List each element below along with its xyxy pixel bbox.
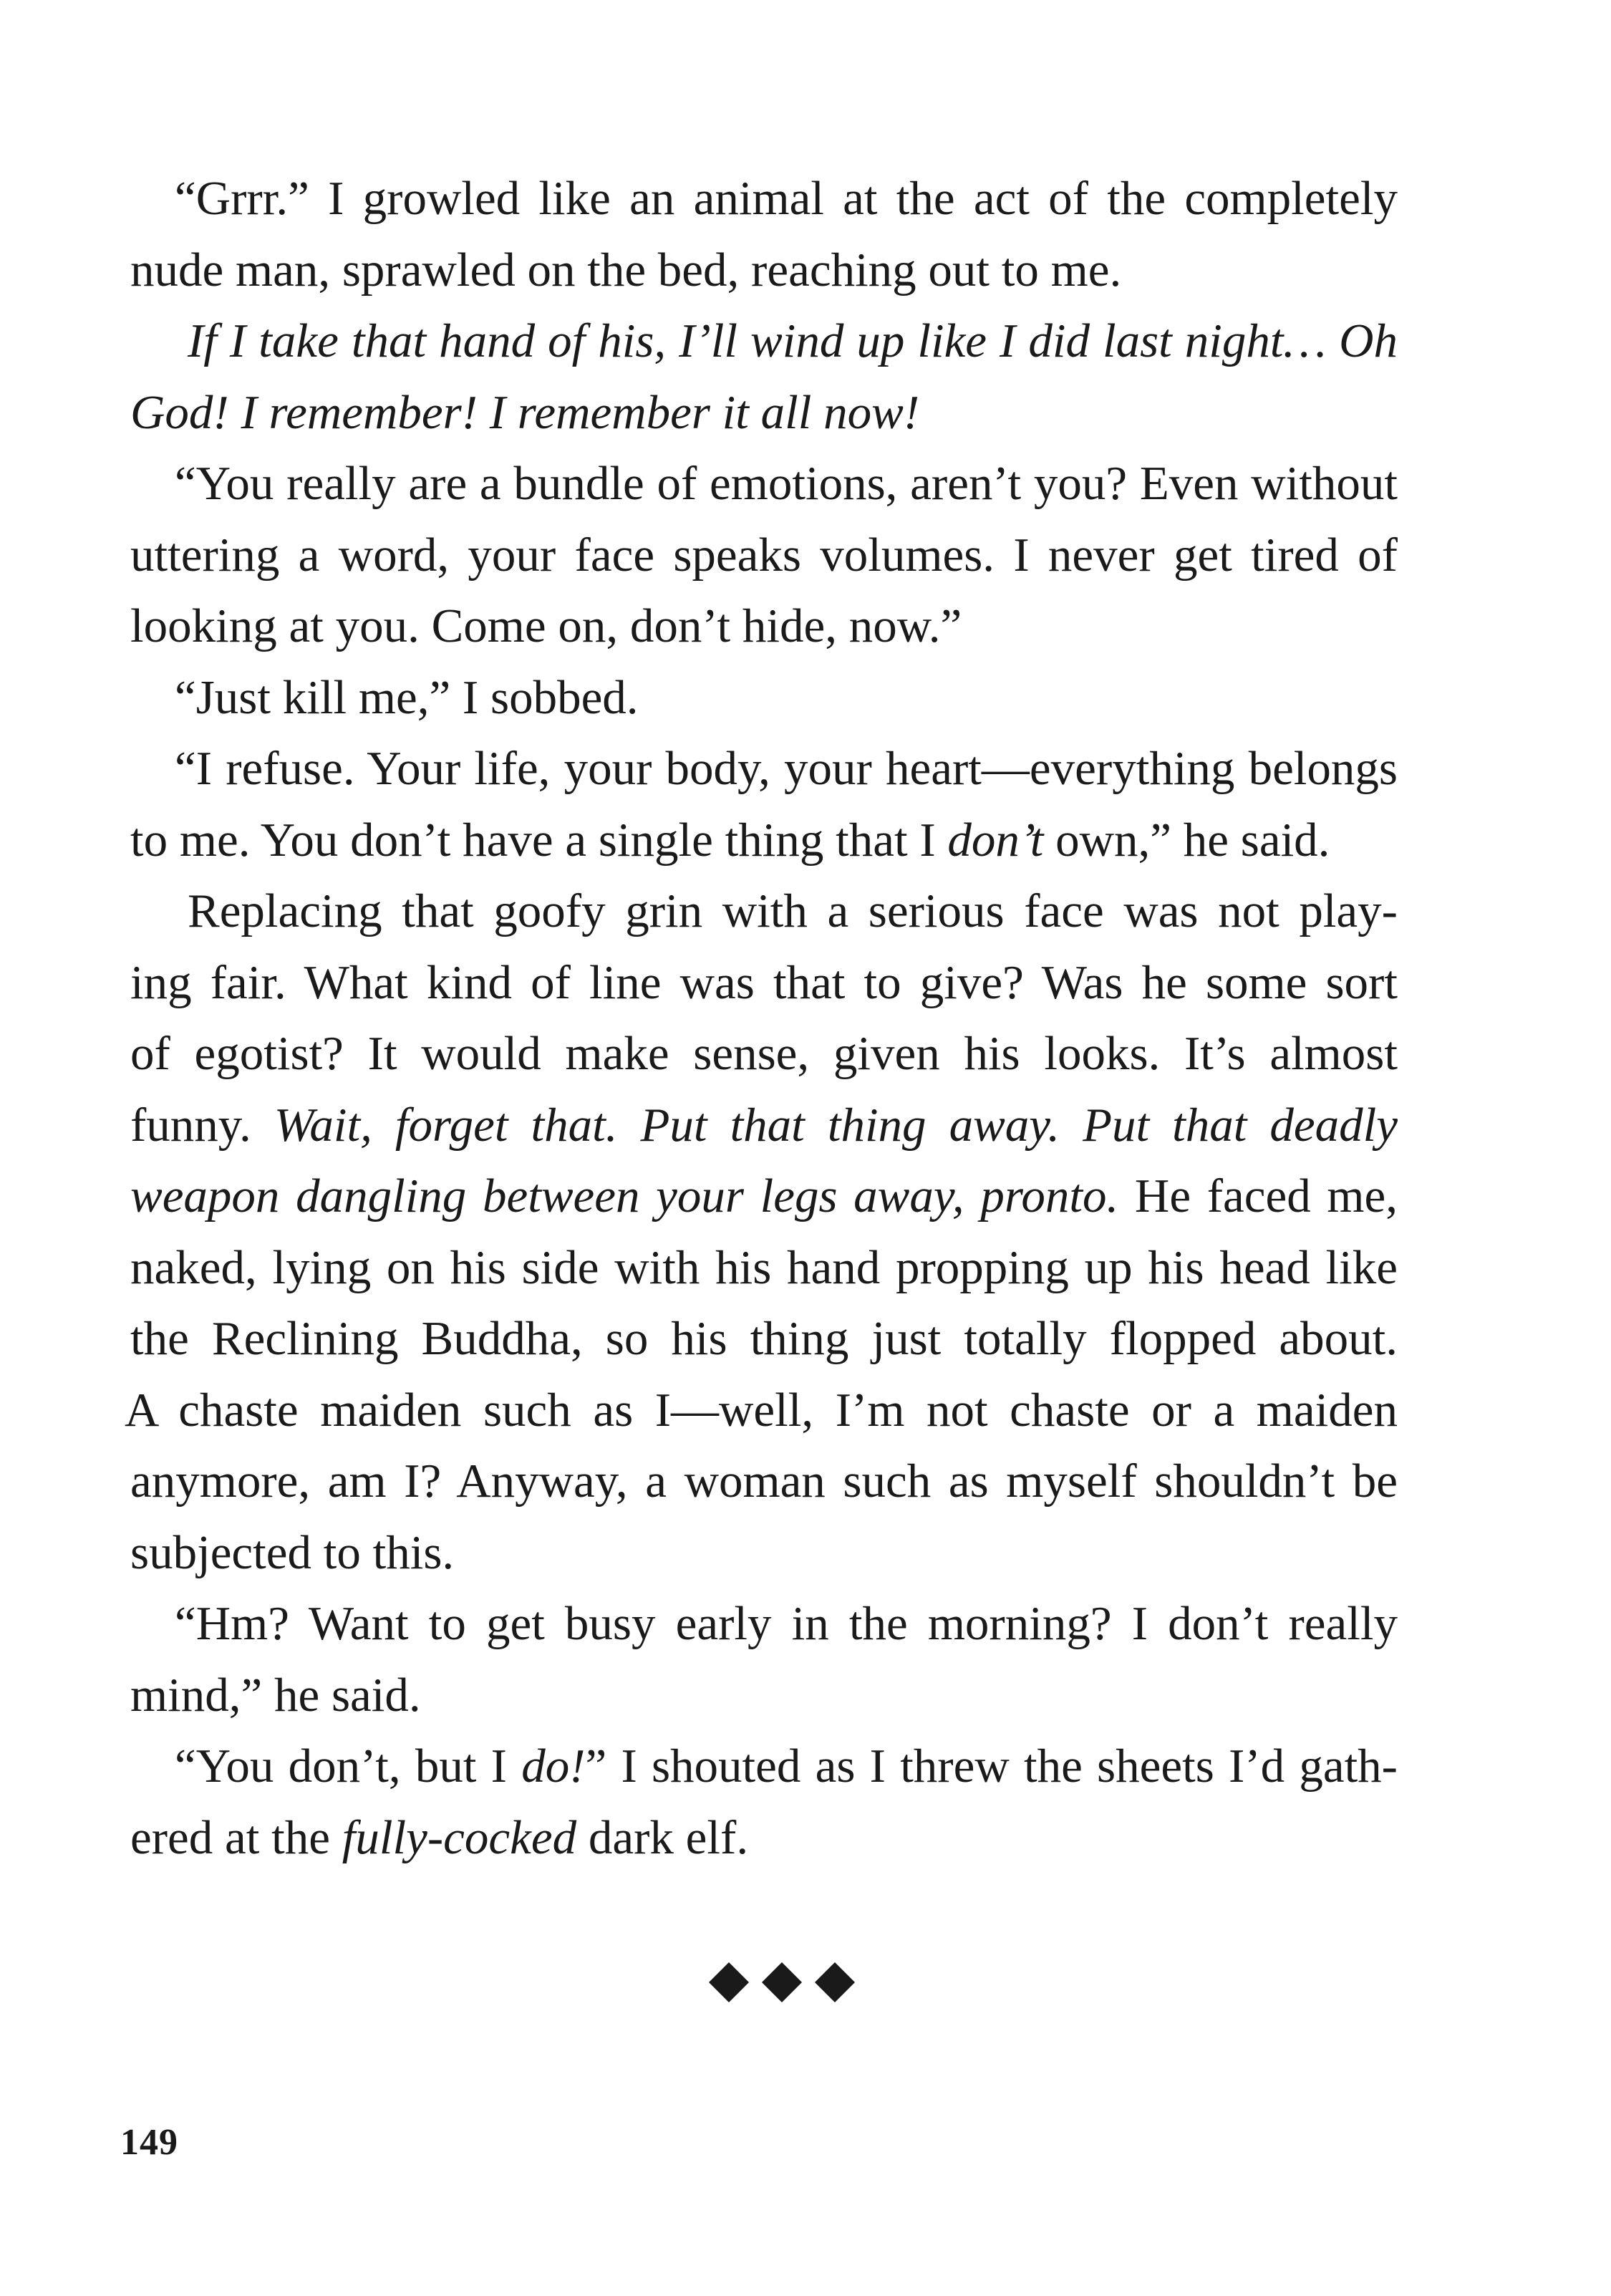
- paragraph-6-line-5: [130, 1161, 1398, 1233]
- paragraph-3-line-3: looking at you. Come on, don’t hide, now.”: [130, 599, 962, 652]
- paragraph-6-line-4-italic: Wait, forget that. Put that thing away. Put that deadly: [274, 1098, 1398, 1152]
- page-number: 149: [120, 2122, 178, 2163]
- paragraph-8-line-2-before: ered at the: [130, 1810, 342, 1864]
- paragraph-3-line-2: uttering a word, your face speaks volumes. I never get tired of: [130, 528, 1398, 582]
- paragraph-6-line-7: the Reclining Buddha, so his thing just totally flopped about.: [130, 1312, 1398, 1365]
- paragraph-5-line-2: [130, 805, 1398, 877]
- scene-break: [709, 1962, 855, 2002]
- paragraph-3-line-1: “You really are a bundle of emotions, aren’t you? Even without: [175, 457, 1398, 510]
- paragraph-5-line-2-after: own,” he said.: [1043, 813, 1330, 867]
- paragraph-8-line-1-after: ” I shouted as I threw the sheets I’d gath-: [585, 1740, 1398, 1793]
- paragraph-8-line-1: [130, 1731, 1398, 1803]
- paragraph-5-line-1: “I refuse. Your life, your body, your heart—everything belongs: [175, 742, 1398, 795]
- diamond-icon: [762, 1962, 802, 2002]
- paragraph-6-line-4-before: funny.: [130, 1098, 274, 1152]
- paragraph-6-line-4: [130, 1090, 1398, 1162]
- paragraph-7-line-1: “Hm? Want to get busy early in the morning? I don’t really: [175, 1597, 1398, 1650]
- paragraph-6-line-2: ing fair. What kind of line was that to give? Was he some sort: [130, 955, 1398, 1009]
- paragraph-6-line-3: of egotist? It would make sense, given his looks. It’s almost: [130, 1027, 1398, 1080]
- paragraph-6-line-5-after: He faced me,: [1118, 1169, 1398, 1222]
- paragraph-8-line-1-italic: do!: [521, 1740, 586, 1793]
- paragraph-5-line-2-italic: don’t: [947, 813, 1044, 867]
- paragraph-8-line-2-italic: fully-cocked: [342, 1810, 577, 1864]
- diamond-icon: [815, 1962, 855, 2002]
- paragraph-6-line-5-italic: weapon dangling between your legs away, pronto.: [130, 1169, 1119, 1222]
- paragraph-1-line-1: “Grrr.” I growled like an animal at the act of the completely: [175, 172, 1398, 225]
- paragraph-5-line-2-before: to me. You don’t have a single thing that I: [130, 813, 948, 867]
- paragraph-8-line-1-before: “You don’t, but I: [175, 1740, 522, 1793]
- paragraph-7-line-2: mind,” he said.: [130, 1668, 421, 1722]
- diamond-icon: [709, 1962, 749, 2002]
- paragraph-1-line-2: nude man, sprawled on the bed, reaching out to me.: [130, 243, 1122, 296]
- paragraph-4-line-1: “Just kill me,” I sobbed.: [175, 670, 639, 724]
- paragraph-6-line-9: anymore, am I? Anyway, a woman such as myself shouldn’t be: [130, 1455, 1398, 1508]
- paragraph-8-line-2-after: dark elf.: [576, 1810, 749, 1864]
- paragraph-6-line-8: A chaste maiden such as I—well, I’m not chaste or a maiden: [125, 1383, 1398, 1437]
- paragraph-6-line-6: naked, lying on his side with his hand propping up his head like: [130, 1240, 1398, 1294]
- paragraph-6-line-10: subjected to this.: [130, 1525, 455, 1579]
- paragraph-6-line-1: Replacing that goofy grin with a serious face was not play-: [188, 884, 1398, 937]
- paragraph-8-line-2: [130, 1803, 1398, 1874]
- paragraph-2-line-1: If I take that hand of his, I’ll wind up like I did last night… Oh: [188, 314, 1398, 367]
- body-text: [125, 163, 1398, 1873]
- paragraph-2-line-2: God! I remember! I remember it all now!: [130, 385, 920, 439]
